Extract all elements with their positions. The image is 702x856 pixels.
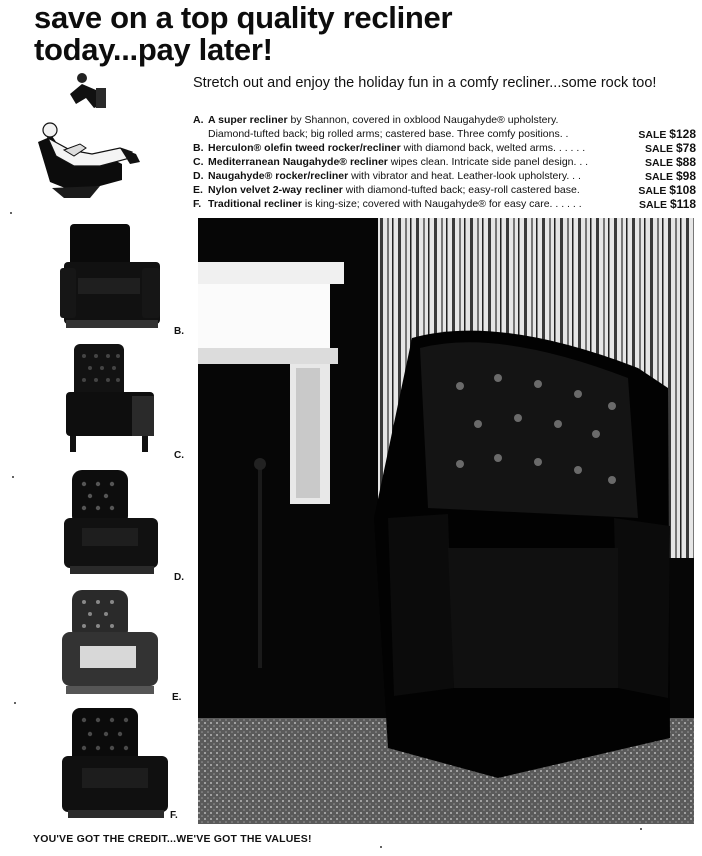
product-item-d: [193, 169, 698, 183]
item-price: [645, 141, 696, 156]
headline-line-2: today...pay later!: [34, 32, 273, 67]
product-item-a: [193, 113, 698, 141]
label-e: E.: [172, 692, 182, 703]
item-name: Traditional recliner: [208, 198, 302, 210]
sale-label: SALE: [645, 143, 674, 155]
scan-speck: [10, 212, 12, 214]
product-item-f: [193, 197, 698, 211]
recliner-c-photo: [62, 340, 162, 458]
recliner-d-photo: [62, 466, 162, 582]
item-price: [638, 127, 696, 142]
recliner-a-main-photo: [198, 218, 694, 824]
label-c: C.: [174, 450, 184, 461]
man-in-recliner-illustration: [30, 70, 148, 205]
label-f: F.: [170, 810, 178, 821]
item-price: [639, 197, 696, 212]
item-desc-continued: Diamond-tufted back; big rolled arms; castered base. Three comfy positions. .: [208, 128, 569, 140]
item-desc: by Shannon, covered in oxblood Naugahyde® upholstery.: [287, 114, 559, 126]
item-desc: with vibrator and heat. Leather-look upholstery. . .: [348, 170, 581, 182]
item-desc: with diamond-tufted back; easy-roll castered base.: [342, 184, 580, 196]
recliner-b-photo: [60, 218, 168, 336]
item-name: Naugahyde® rocker/recliner: [208, 170, 349, 182]
item-letter: D.: [193, 170, 204, 182]
product-item-c: [193, 155, 698, 169]
sale-label: SALE: [645, 157, 674, 169]
headline-line-1: save on a top quality recliner: [34, 0, 453, 35]
scan-speck: [14, 702, 16, 704]
intro-text: Stretch out and enjoy the holiday fun in a comfy recliner...some rock too!: [193, 75, 657, 91]
item-letter: C.: [193, 156, 204, 168]
headline: [34, 2, 452, 66]
recliner-f-photo: [62, 706, 170, 824]
item-name: Mediterranean Naugahyde® recliner: [208, 156, 388, 168]
price-amount: $118: [669, 197, 696, 211]
sale-label: SALE: [638, 129, 667, 141]
item-price: [638, 183, 696, 198]
sale-label: SALE: [645, 171, 674, 183]
price-amount: $128: [669, 127, 696, 141]
item-letter: F.: [193, 198, 202, 210]
item-letter: A.: [193, 114, 204, 126]
item-price: [645, 155, 696, 170]
product-item-e: [193, 183, 698, 197]
scan-speck: [12, 476, 14, 478]
product-list: [193, 113, 698, 211]
item-desc: wipes clean. Intricate side panel design. . .: [387, 156, 589, 168]
item-name: A super recliner: [208, 114, 288, 126]
item-name: Herculon® olefin tweed rocker/recliner: [208, 142, 401, 154]
scan-speck: [640, 828, 642, 830]
label-d: D.: [174, 572, 184, 583]
item-desc: with diamond back, welted arms. . . . . .: [400, 142, 586, 154]
price-amount: $98: [675, 169, 696, 183]
item-letter: E.: [193, 184, 203, 196]
sale-label: SALE: [638, 185, 667, 197]
price-amount: $78: [675, 141, 696, 155]
recliner-e-photo: [58, 588, 162, 700]
product-item-b: [193, 141, 698, 155]
scan-speck: [380, 846, 382, 848]
item-name: Nylon velvet 2-way recliner: [208, 184, 343, 196]
footer-slogan: YOU'VE GOT THE CREDIT...WE'VE GOT THE VALUES!: [33, 833, 312, 845]
label-b: B.: [174, 326, 184, 337]
price-amount: $88: [675, 155, 696, 169]
price-amount: $108: [669, 183, 696, 197]
item-desc: is king-size; covered with Naugahyde® for easy care. . . . . .: [301, 198, 582, 210]
item-price: [645, 169, 696, 184]
item-letter: B.: [193, 142, 204, 154]
sale-label: SALE: [639, 199, 668, 211]
